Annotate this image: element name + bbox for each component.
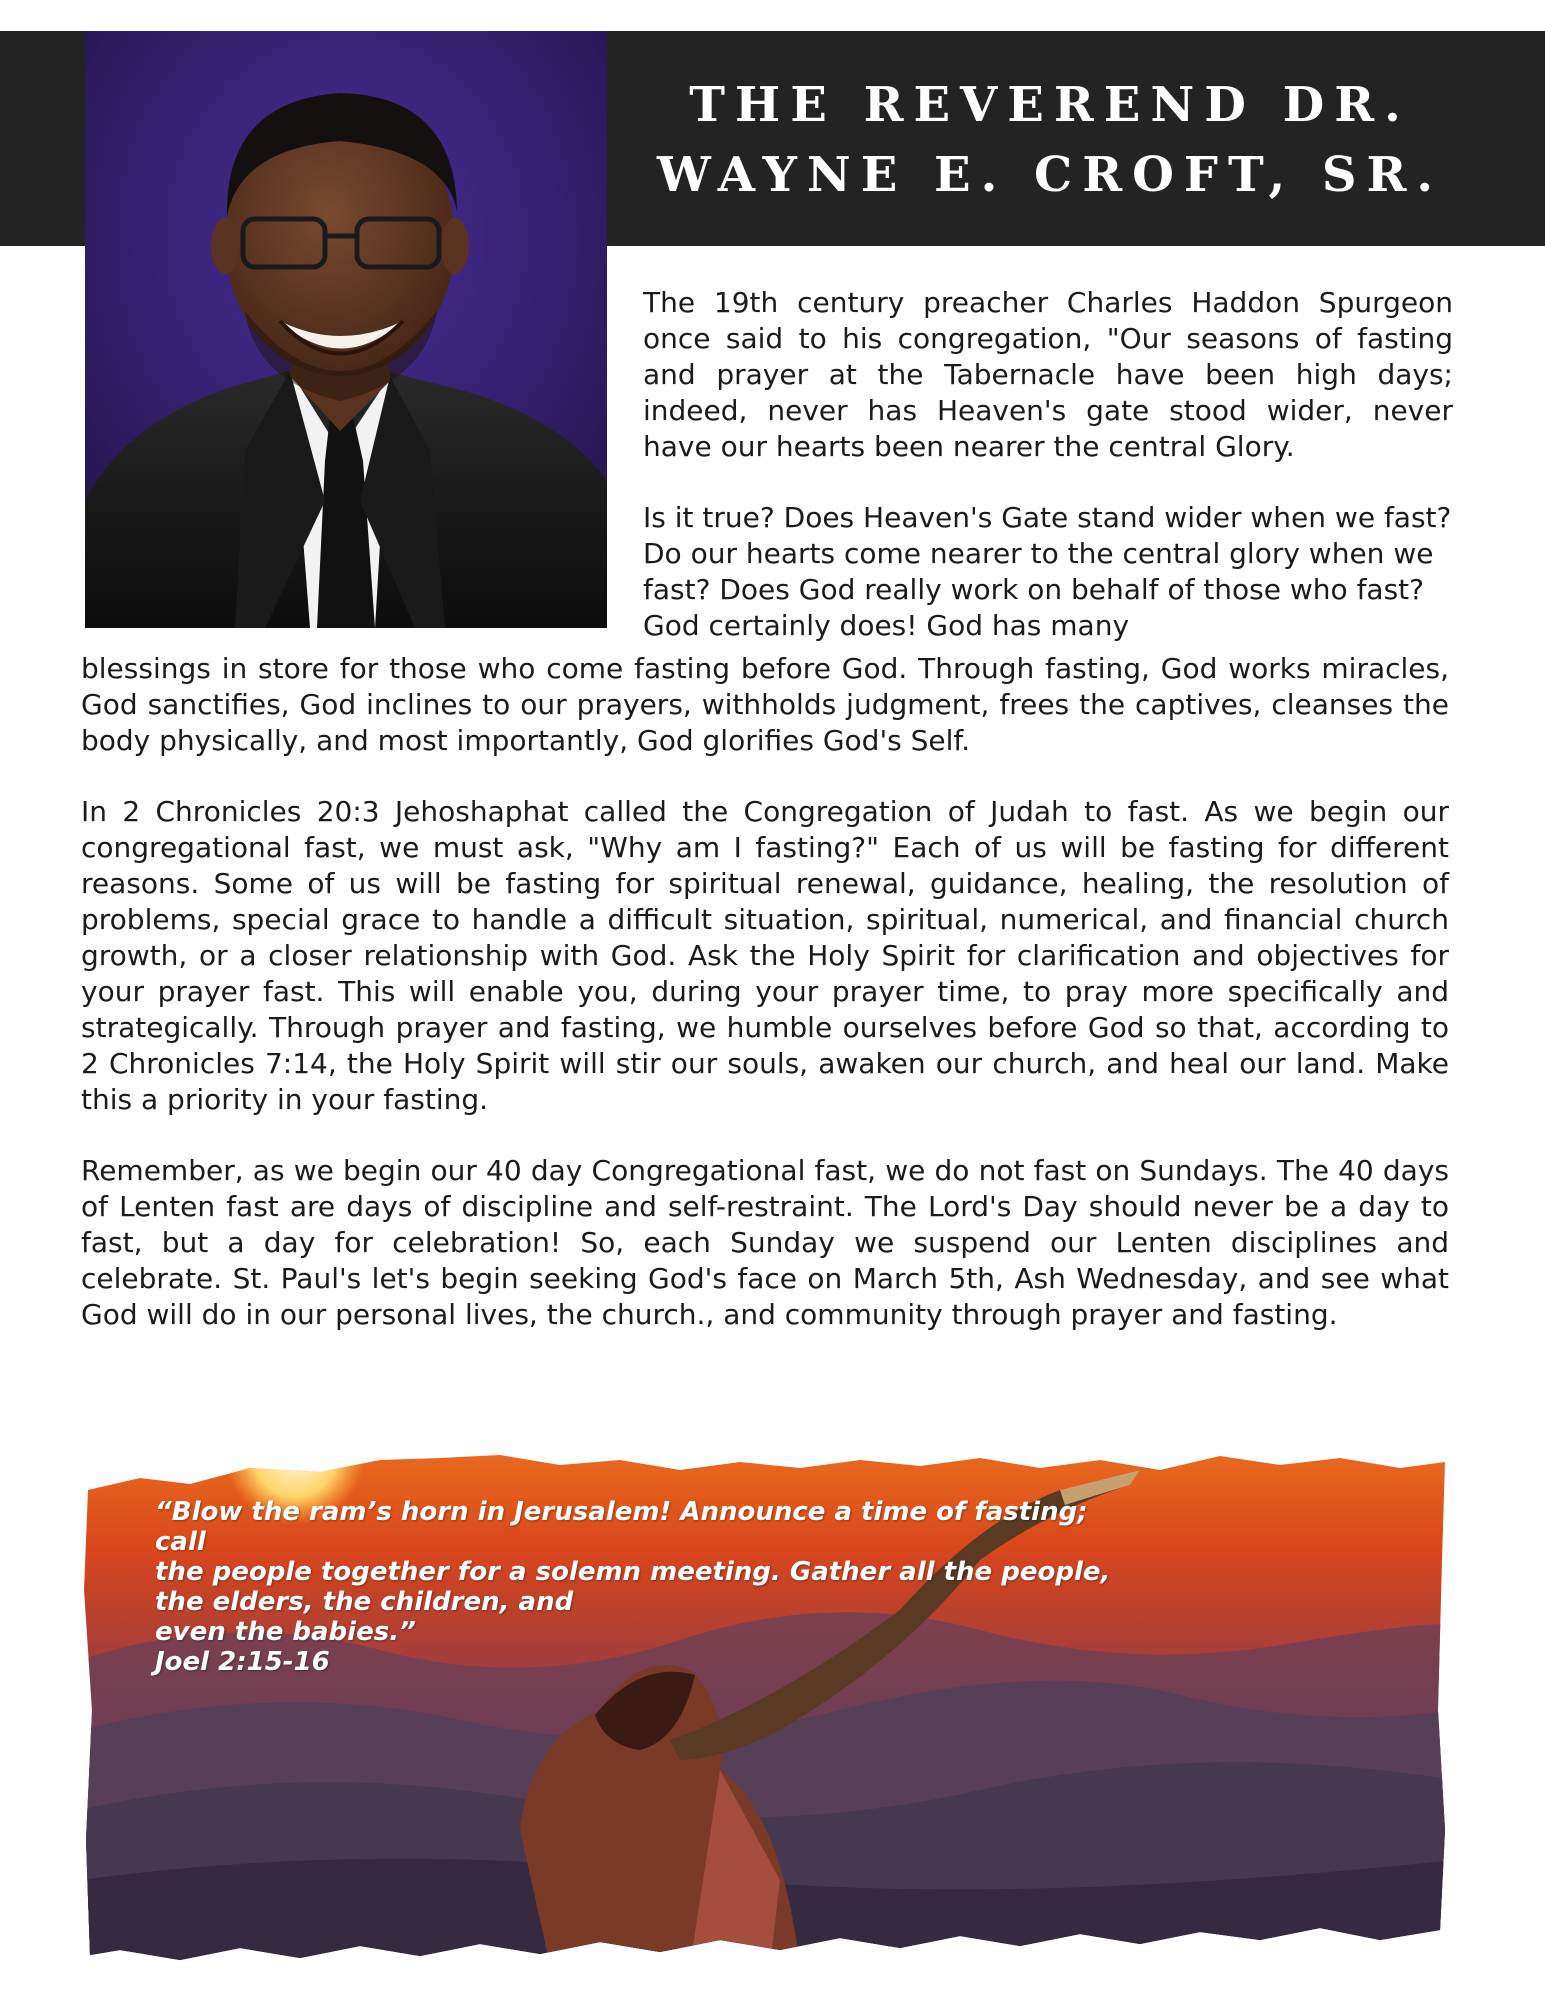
title-line-1: THE REVEREND DR. <box>689 77 1411 133</box>
quote-line-3: the elders, the children, and <box>155 1587 574 1617</box>
page-title <box>620 70 1480 210</box>
intro-paragraph-2: Is it true? Does Heaven's Gate stand wider when we fast? Do our hearts come nearer to the central glory when we fast? Does God really work on behalf of those who fast? God certainly does! God has many <box>643 501 1452 642</box>
title-line-2: WAYNE E. CROFT, SR. <box>656 147 1444 203</box>
body-paragraph-3: Remember, as we begin our 40 day Congregational fast, we do not fast on Sundays. The 40 days of Lenten fast are days of discipline and self-restraint. The Lord's Day should never be a day to fast, but a day for celebration! So, each Sunday we suspend our Lenten disciplines and celebrate. St. Paul's let's begin seeking God's face on March 5th, Ash Wednesday, and see what God will do in our personal lives, the church., and community through prayer and fasting. <box>81 1154 1449 1331</box>
intro-paragraph-1: The 19th century preacher Charles Haddon Spurgeon once said to his congregation, "Our seasons of fasting and prayer at the Tabernacle have been high days; indeed, never has Heaven's gate stood wider, never have our hearts been nearer the central Glory. <box>643 286 1453 463</box>
intro-text <box>643 285 1453 644</box>
quote-line-1: “Blow the ram’s horn in Jerusalem! Announce a time of fasting; call <box>155 1497 1088 1557</box>
quote-line-4: even the babies.” <box>155 1617 416 1647</box>
article-body <box>81 651 1449 1368</box>
scripture-quote <box>155 1497 1135 1677</box>
quote-line-2: the people together for a solemn meeting. Gather all the people, <box>155 1557 1111 1587</box>
quote-reference: Joel 2:15-16 <box>155 1647 330 1677</box>
body-paragraph-1: blessings in store for those who come fasting before God. Through fasting, God works miracles, God sanctifies, God inclines to our prayers, withholds judgment, frees the captives, cleanses the body physically, and most importantly, God glorifies God's Self. <box>81 652 1449 757</box>
body-paragraph-2: In 2 Chronicles 20:3 Jehoshaphat called the Congregation of Judah to fast. As we begin our congregational fast, we must ask, "Why am I fasting?" Each of us will be fasting for different reasons. Some of us will be fasting for spiritual renewal, guidance, healing, the resolution of problems, special grace to handle a difficult situation, spiritual, numerical, and financial church growth, or a closer relationship with God. Ask the Holy Spirit for clarification and objectives for your prayer fast. This will enable you, during your prayer time, to pray more specifically and strategically. Through prayer and fasting, we humble ourselves before God so that, according to 2 Chronicles 7:14, the Holy Spirit will stir our souls, awaken our church, and heal our land. Make this a priority in your fasting. <box>81 795 1449 1116</box>
shofar-sunset-image <box>80 1410 1455 1965</box>
portrait-photo <box>85 31 607 628</box>
